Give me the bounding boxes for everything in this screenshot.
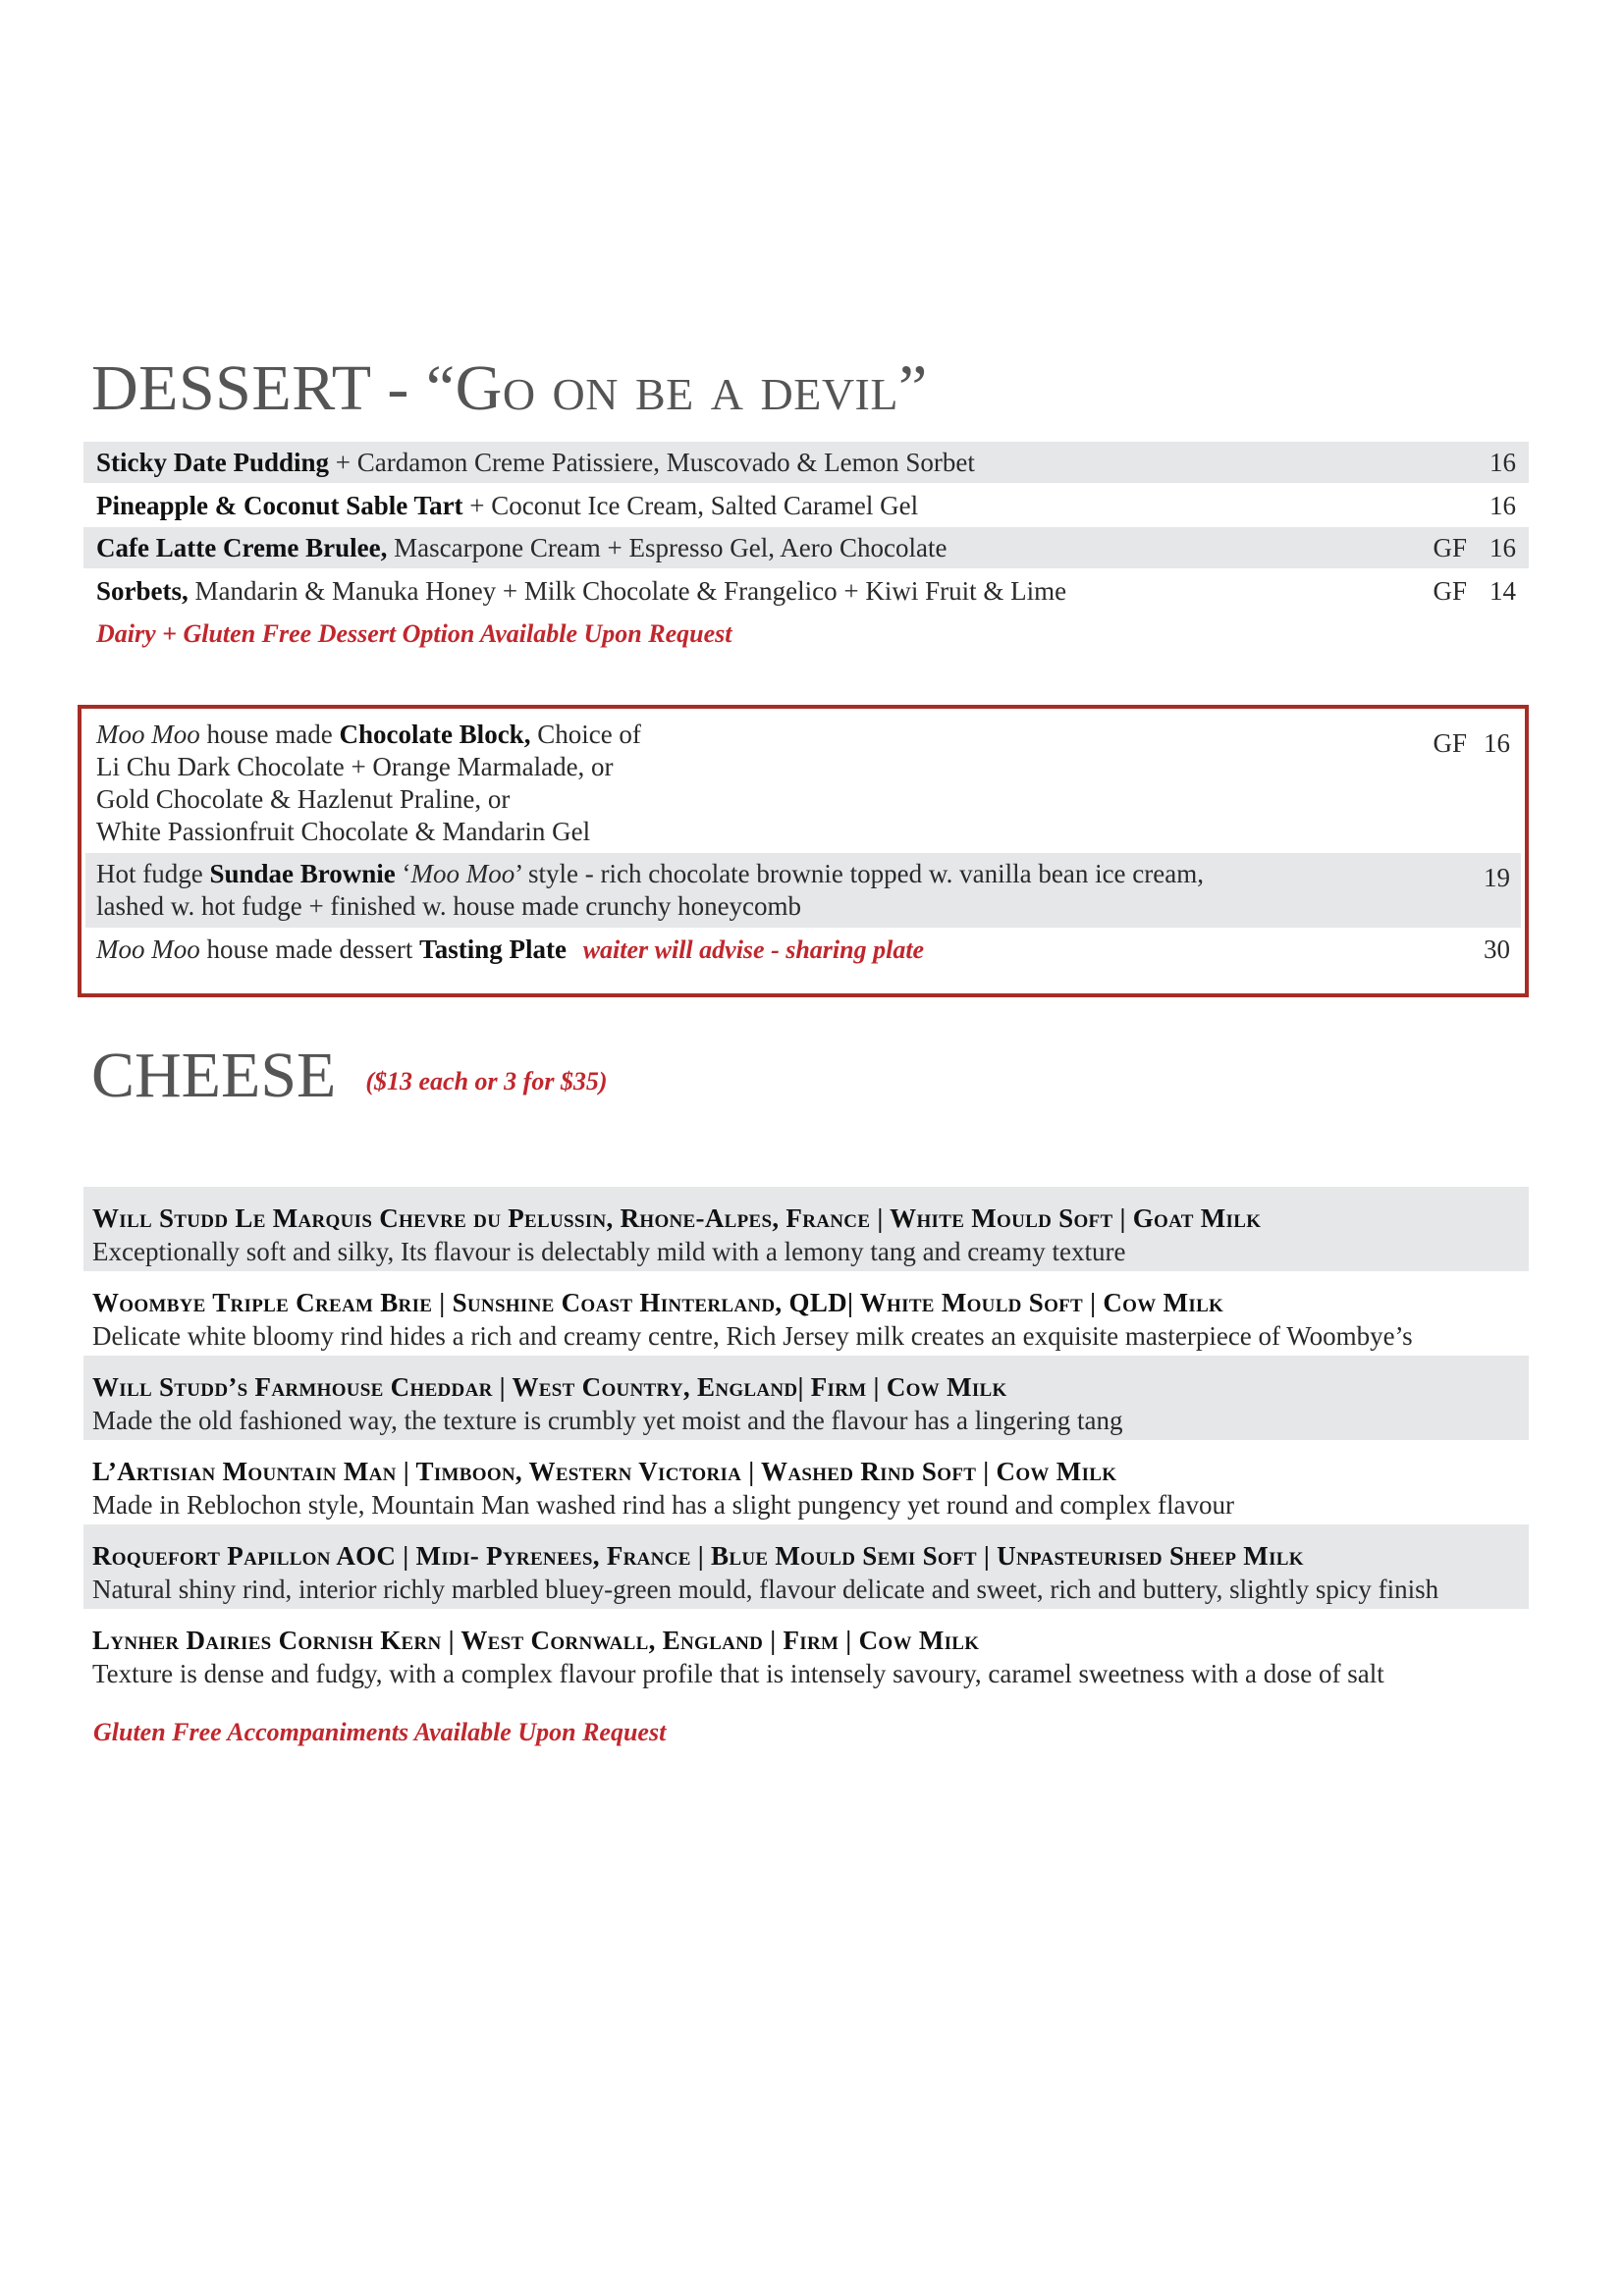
price: 16 — [1484, 728, 1510, 758]
cheese-title: Roquefort Papillon AOC | Midi- Pyrenees, France | Blue Mould Semi Soft | Unpasteurised Sheep Milk — [92, 1541, 1304, 1571]
cheese-desc: Natural shiny rind, interior richly marbled bluey-green mould, flavour delicate and sweet, rich and buttery, slightly spicy finish — [92, 1575, 1439, 1604]
dessert-item: Pineapple & Coconut Sable Tart + Coconut Ice Cream, Salted Caramel Gel 16 — [83, 485, 1529, 526]
gf-badge: GF — [1433, 533, 1467, 562]
cheese-item — [83, 1187, 1529, 1271]
cheese-title: Will Studd Le Marquis Chevre du Pelussin, Rhone-Alpes, France | White Mould Soft | Goat Milk — [92, 1203, 1262, 1233]
cheese-desc: Made the old fashioned way, the texture is crumbly yet moist and the flavour has a lingering tang — [92, 1406, 1123, 1435]
price: 16 — [1489, 533, 1516, 562]
tasting-note: waiter will advise - sharing plate — [582, 935, 925, 964]
cheese-heading: CHEESE ($13 each or 3 for $35) — [91, 1040, 608, 1111]
price: 14 — [1489, 576, 1516, 606]
price: 16 — [1489, 491, 1516, 520]
cheese-title: Lynher Dairies Cornish Kern | West Cornwall, England | Firm | Cow Milk — [92, 1626, 980, 1655]
cheese-desc: Delicate white bloomy rind hides a rich and creamy centre, Rich Jersey milk creates an exquisite masterpiece of Woombye’s — [92, 1321, 1413, 1351]
cheese-title: L’Artisian Mountain Man | Timboon, Western Victoria | Washed Rind Soft | Cow Milk — [92, 1457, 1117, 1486]
cheese-desc: Texture is dense and fudgy, with a complex flavour profile that is intensely savoury, caramel sweetness with a dose of salt — [92, 1659, 1384, 1688]
cheese-note: Gluten Free Accompaniments Available Upon Request — [93, 1718, 667, 1746]
dessert-item: Sorbets, Mandarin & Manuka Honey + Milk Chocolate & Frangelico + Kiwi Fruit & Lime GF 14 — [83, 570, 1529, 612]
cheese-price-note: ($13 each or 3 for $35) — [365, 1066, 608, 1095]
cheese-title: Woombye Triple Cream Brie | Sunshine Coast Hinterland, QLD| White Mould Soft | Cow Milk — [92, 1288, 1224, 1317]
sundae-brownie-item: Hot fudge Sundae Brownie ‘Moo Moo’ style - rich chocolate brownie topped w. vanilla bean ice cream, lashed w. hot fudge + finished w. house made crunchy honeycomb 19 — [85, 853, 1521, 928]
dessert-note: Dairy + Gluten Free Dessert Option Available Upon Request — [96, 619, 732, 648]
cheese-item — [83, 1440, 1529, 1524]
cheese-desc: Made in Reblochon style, Mountain Man washed rind has a slight pungency yet round and complex flavour — [92, 1490, 1235, 1520]
cheese-desc: Exceptionally soft and silky, Its flavour is delectably mild with a lemony tang and creamy texture — [92, 1237, 1126, 1266]
cheese-item — [83, 1524, 1529, 1609]
gf-badge: GF — [1433, 576, 1467, 606]
cheese-item — [83, 1609, 1529, 1693]
dessert-item: Sticky Date Pudding + Cardamon Creme Patissiere, Muscovado & Lemon Sorbet 16 — [83, 442, 1529, 483]
price: 16 — [1489, 448, 1516, 477]
gf-badge: GF — [1433, 728, 1467, 758]
cheese-item — [83, 1356, 1529, 1440]
cheese-item — [83, 1271, 1529, 1356]
price: 19 — [1484, 863, 1510, 892]
moomoo-box — [78, 705, 1529, 997]
tasting-plate-item: Moo Moo house made dessert Tasting Plate waiter will advise - sharing plate 30 — [96, 934, 1510, 964]
cheese-title: Will Studd’s Farmhouse Cheddar | West Country, England| Firm | Cow Milk — [92, 1372, 1007, 1402]
dessert-heading: DESSERT - “Go on be a devil” — [91, 352, 928, 424]
chocolate-block-item: Moo Moo house made Chocolate Block, Choice of Li Chu Dark Chocolate + Orange Marmalade, or Gold Chocolate & Hazlenut Praline, or White Passionfruit Chocolate & Mandarin Gel GF 16 — [96, 720, 1510, 846]
price: 30 — [1484, 934, 1510, 964]
dessert-item: Cafe Latte Creme Brulee, Mascarpone Cream + Espresso Gel, Aero Chocolate GF 16 — [83, 527, 1529, 568]
